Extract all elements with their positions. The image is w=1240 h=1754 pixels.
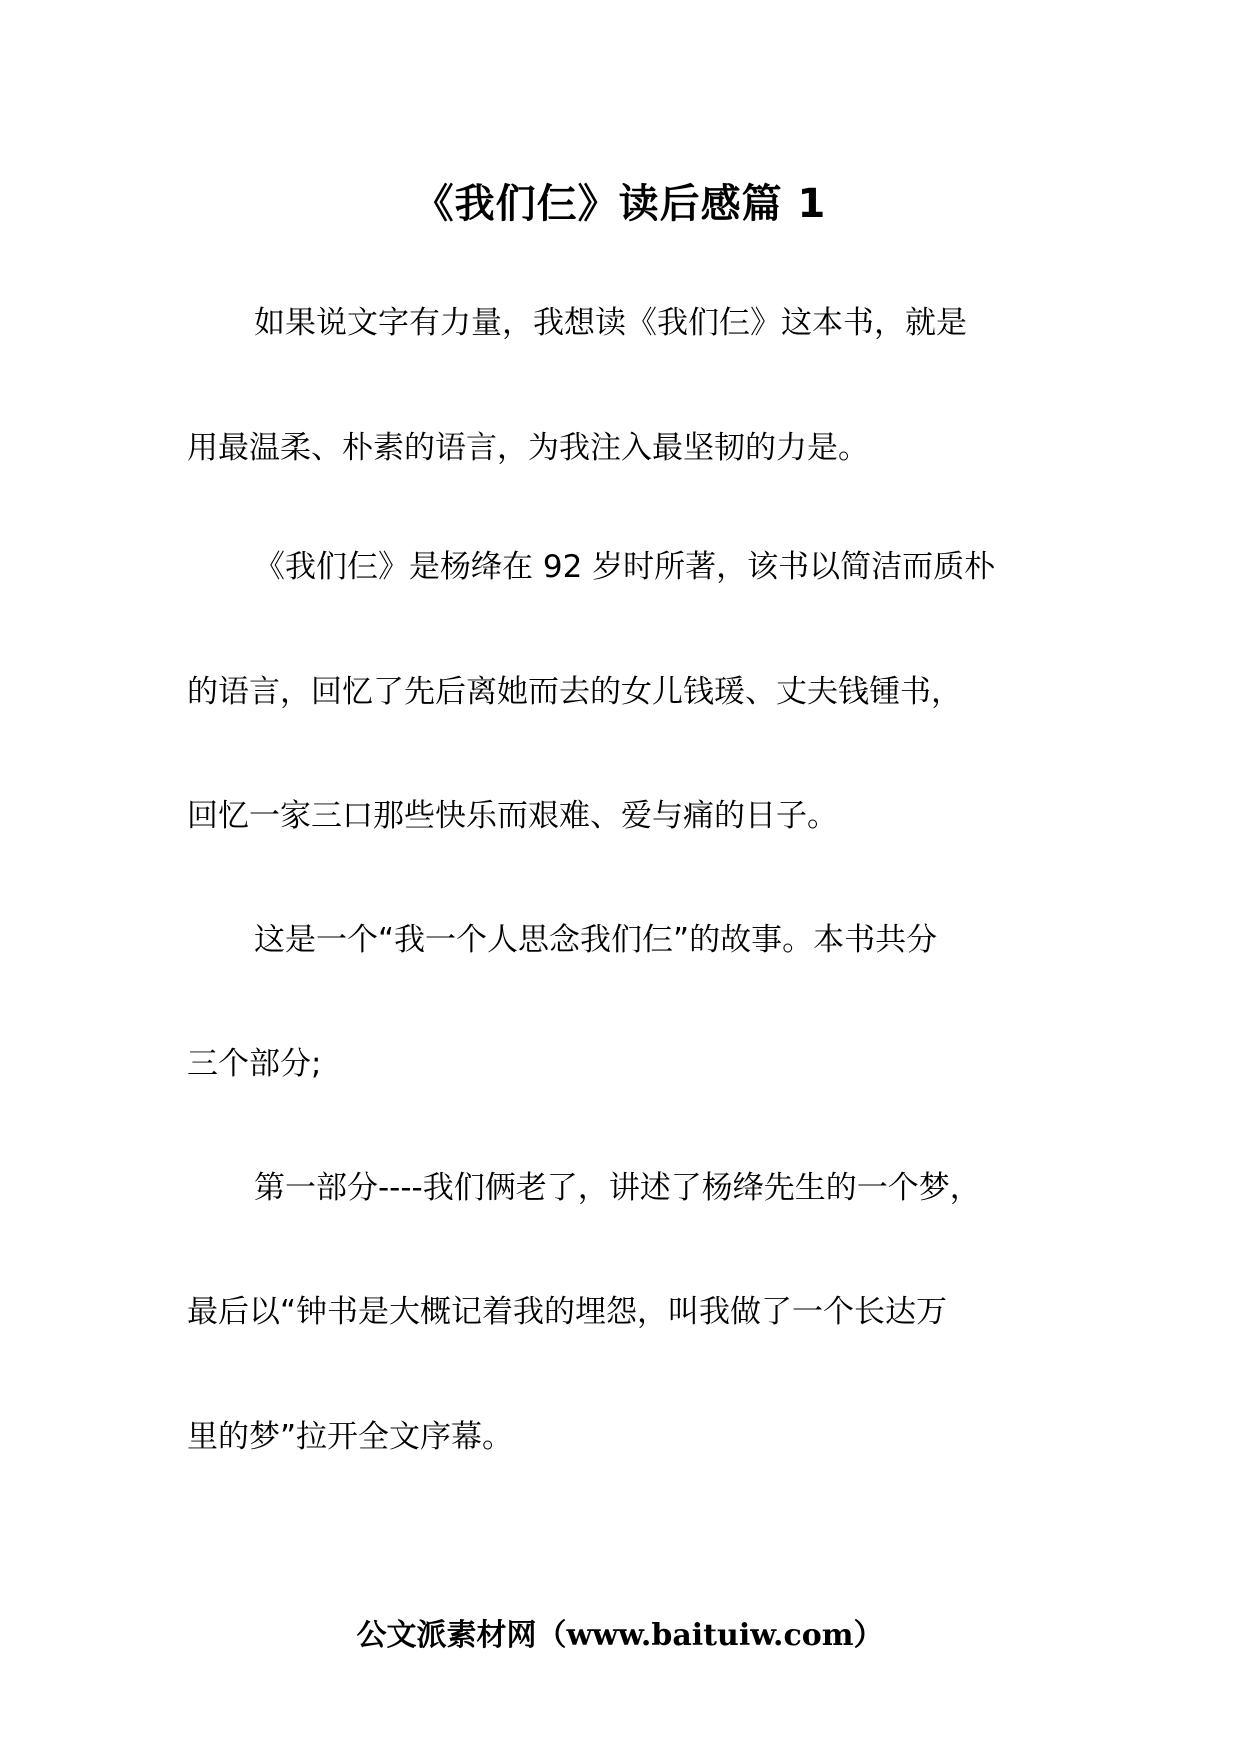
- document-title: 《我们仨》读后感篇 1: [413, 181, 827, 227]
- paragraph-line-8: 第一部分----我们俩老了，讲述了杨绛先生的一个梦，: [254, 1170, 981, 1206]
- paragraph-line-9: 最后以“钟书是大概记着我的埋怨，叫我做了一个长达万: [187, 1294, 948, 1330]
- paragraph-line-5: 回忆一家三口那些快乐而艰难、爱与痛的日子。: [187, 798, 838, 834]
- page-footer: 公文派素材网（www.baituiw.com）: [356, 1618, 884, 1653]
- paragraph-line-7: 三个部分;: [187, 1046, 322, 1082]
- paragraph-line-4: 的语言，回忆了先后离她而去的女儿钱瑗、丈夫钱锺书，: [187, 674, 962, 710]
- paragraph-line-3: 《我们仨》是杨绛在 92 岁时所著，该书以简洁而质朴: [254, 549, 996, 585]
- paragraph-line-10: 里的梦”拉开全文序幕。: [187, 1419, 514, 1455]
- paragraph-line-1: 如果说文字有力量，我想读《我们仨》这本书，就是: [254, 305, 967, 341]
- paragraph-line-6: 这是一个“我一个人思念我们仨”的故事。本书共分: [254, 922, 938, 958]
- paragraph-line-2: 用最温柔、朴素的语言，为我注入最坚韧的力是。: [187, 430, 869, 466]
